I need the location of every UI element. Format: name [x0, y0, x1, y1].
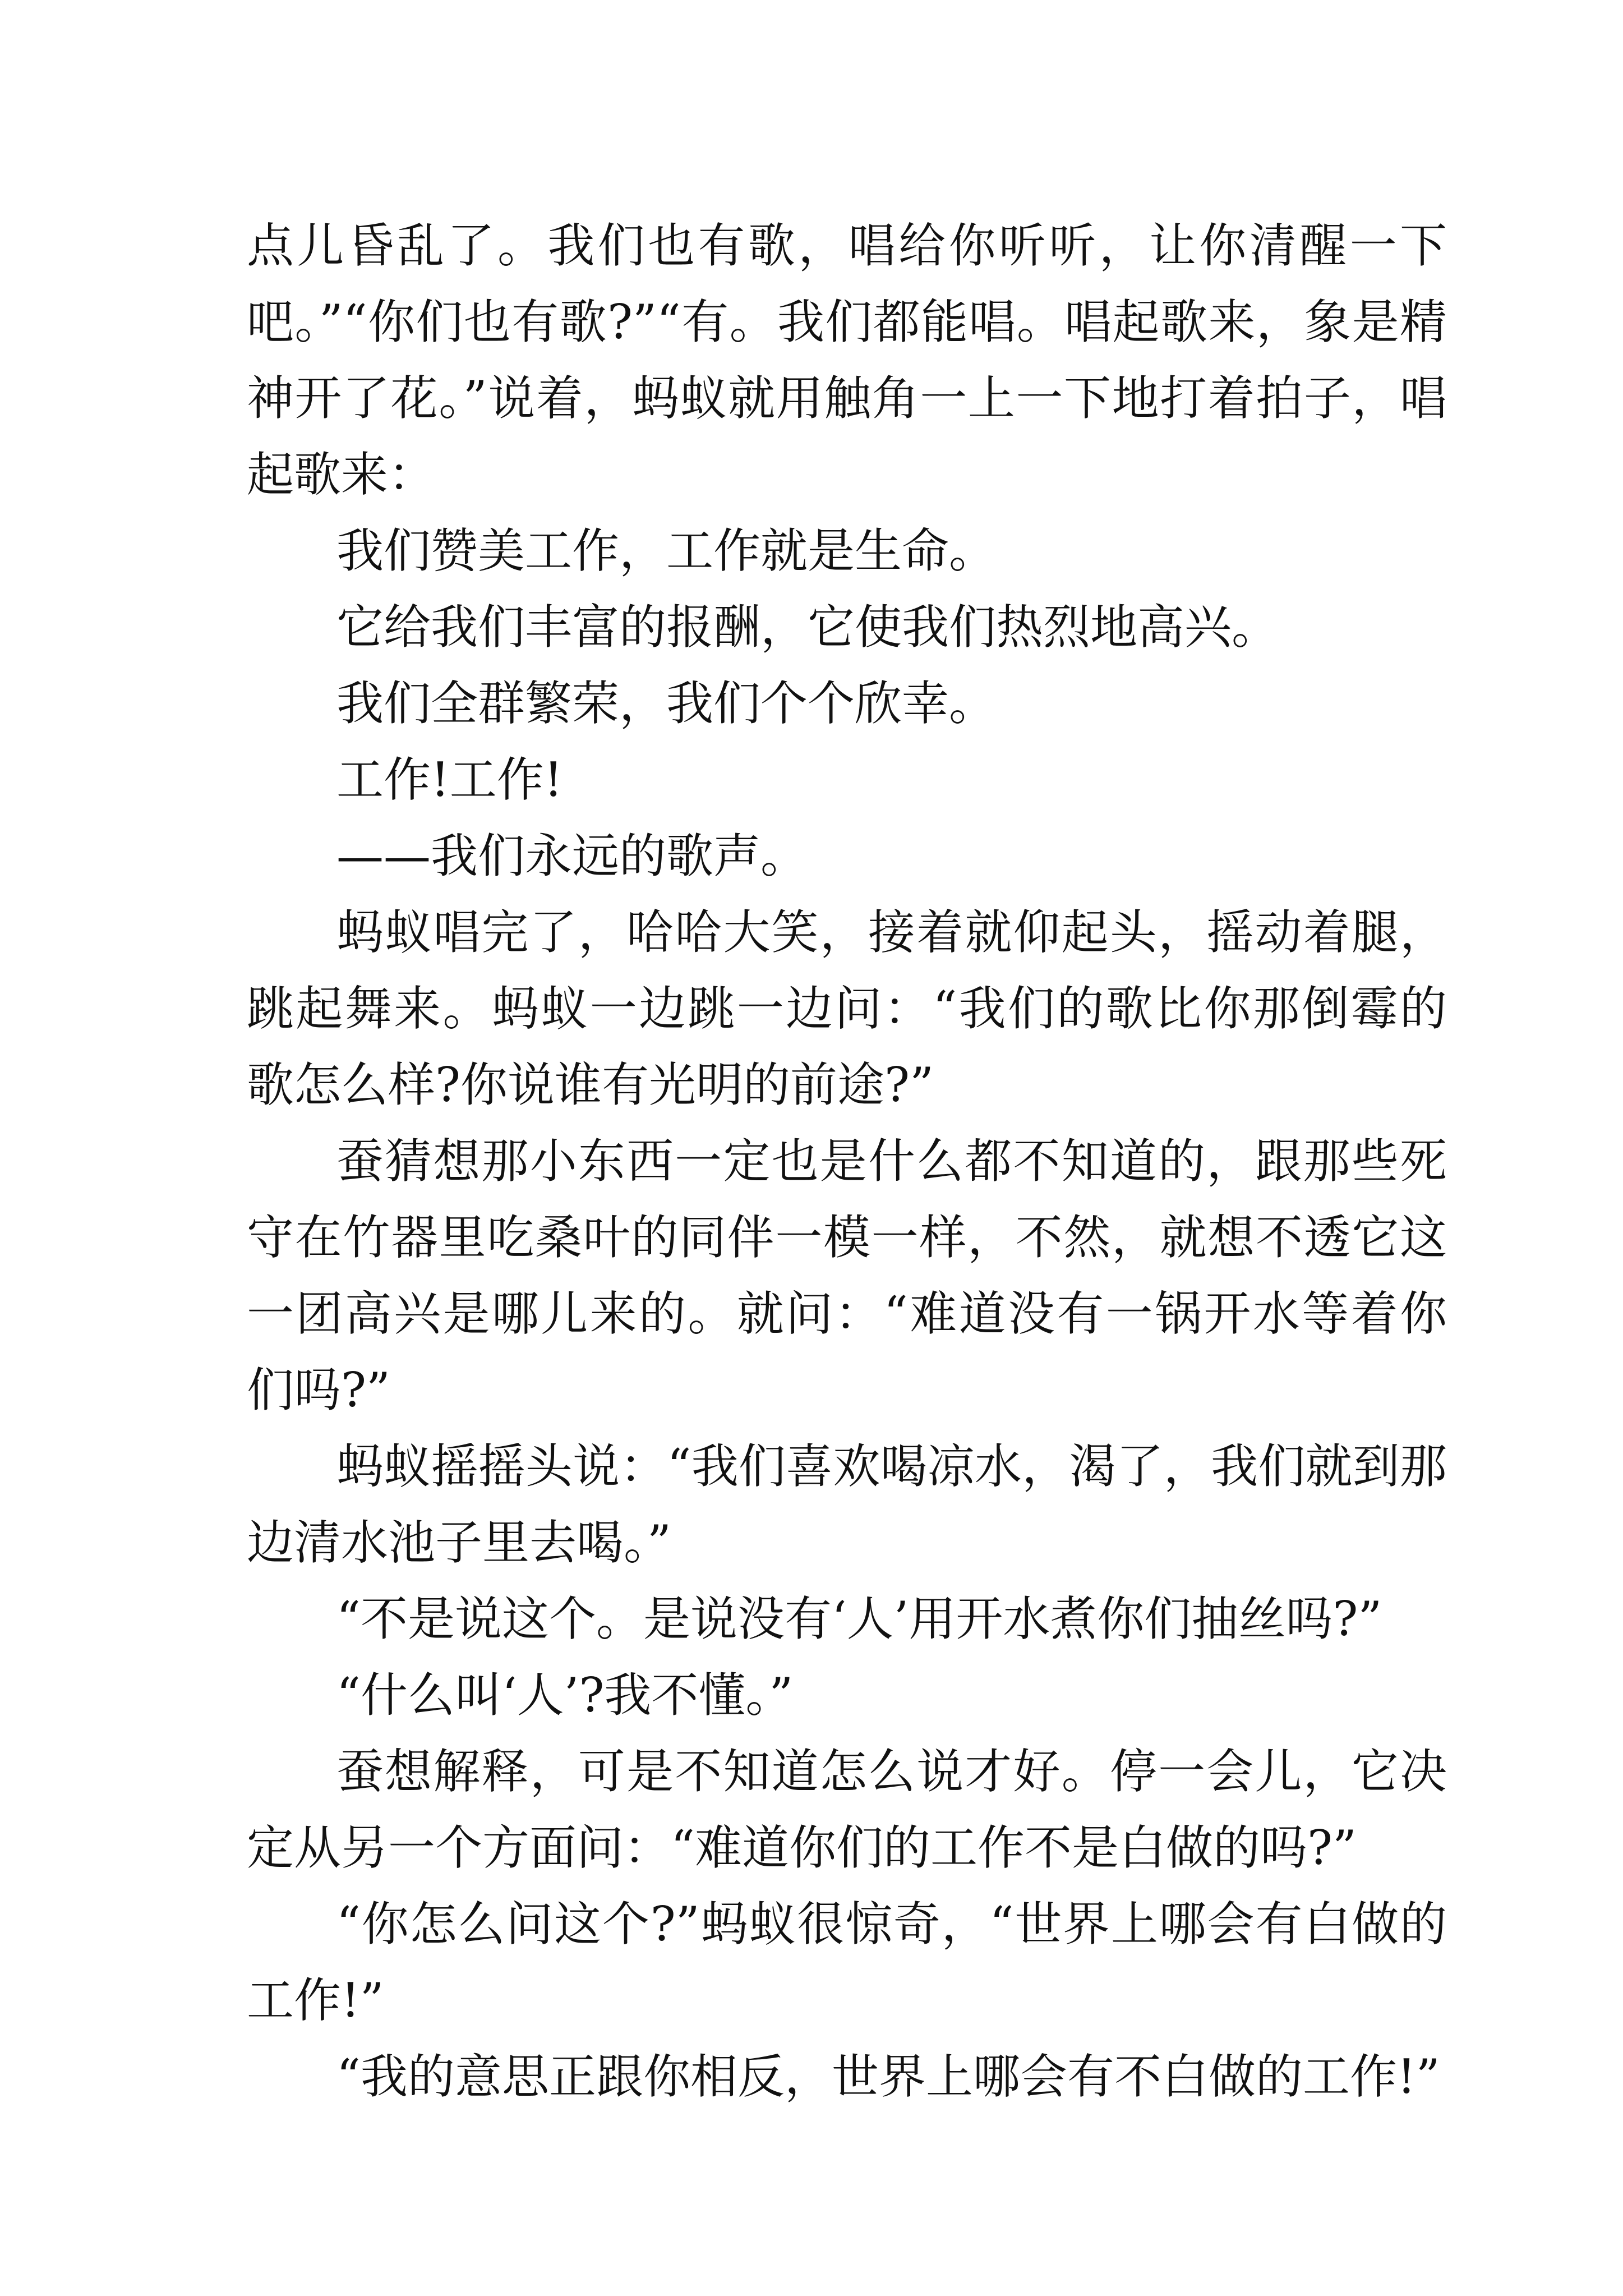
- song-line-2: 它给我们丰富的报酬，它使我们热烈地高兴。: [336, 600, 1279, 655]
- paragraph-7: 蚕想解释，可是不知道怎么说才好。停一会儿，它决定从另一个方面问：“难道你们的工作不是白做的吗?”: [247, 1744, 1447, 1875]
- paragraph-9: “我的意思正跟你相反，世界上哪会有不白做的工作!”: [336, 2049, 1440, 2104]
- paragraph-2: 蚂蚁唱完了，哈哈大笑，接着就仰起头，摇动着腿，跳起舞来。蚂蚁一边跳一边问：“我们的歌比你那倒霉的歌怎么样?你说谁有光明的前途?”: [247, 905, 1447, 1112]
- song-line-4: 工作!工作!: [336, 752, 563, 807]
- paragraph-5: “不是说这个。是说没有‘人’用开水煮你们抽丝吗?”: [336, 1591, 1382, 1646]
- song-line-3: 我们全群繁荣，我们个个欣幸。: [336, 676, 997, 731]
- paragraph-4: 蚂蚁摇摇头说：“我们喜欢喝凉水，渴了，我们就到那边清水池子里去喝。”: [247, 1439, 1447, 1570]
- paragraph-6: “什么叫‘人’?我不懂。”: [336, 1668, 794, 1723]
- song-line-1: 我们赞美工作，工作就是生命。: [336, 523, 997, 578]
- song-line-5: ——我们永远的歌声。: [336, 829, 808, 884]
- paragraph-8: “你怎么问这个?”蚂蚁很惊奇，“世界上哪会有白做的工作!”: [247, 1897, 1447, 2028]
- text-body: [247, 208, 1447, 2115]
- paragraph-3: 蚕猜想那小东西一定也是什么都不知道的，跟那些死守在竹器里吃桑叶的同伴一模一样，不然，就想不透它这一团高兴是哪儿来的。就问：“难道没有一锅开水等着你们吗?”: [247, 1134, 1447, 1418]
- paragraph-1: 点儿昏乱了。我们也有歌，唱给你听听，让你清醒一下吧。”“你们也有歌?”“有。我们都能唱。唱起歌来，象是精神开了花。”说着，蚂蚁就用触角一上一下地打着拍子，唱起歌来：: [247, 218, 1447, 502]
